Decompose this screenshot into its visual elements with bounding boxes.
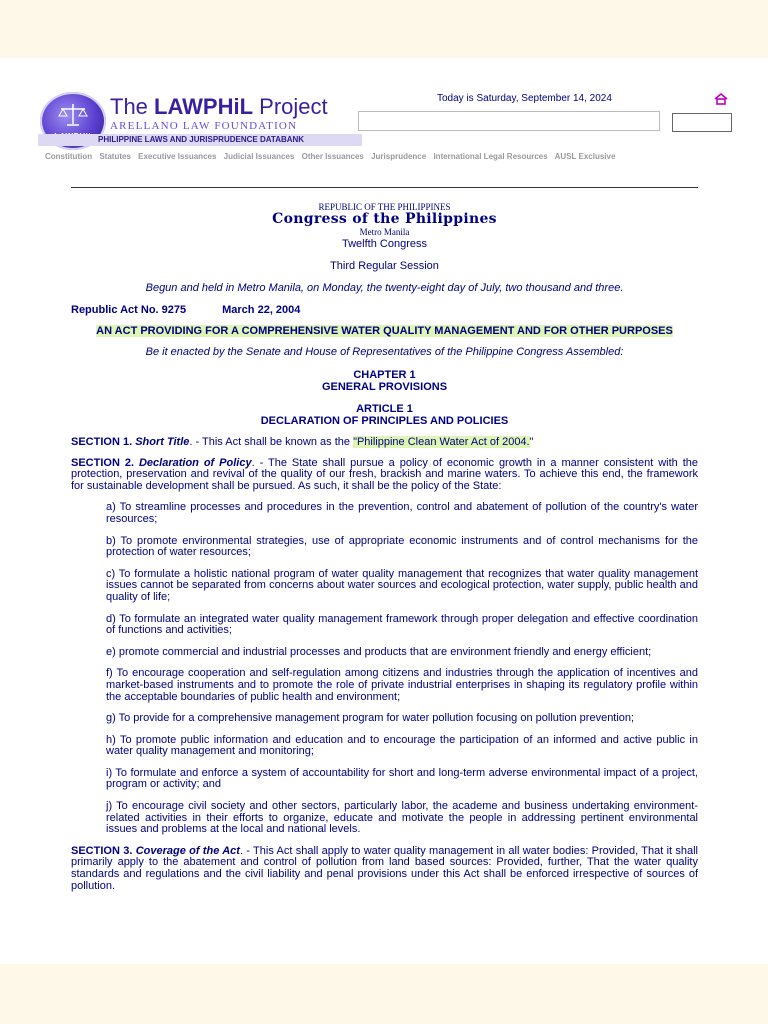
nav-statutes[interactable]: Statutes — [99, 152, 131, 161]
nav-other-issuances[interactable]: Other Issuances — [301, 152, 364, 161]
lawphil-logo[interactable] — [40, 92, 358, 150]
congress-number: Twelfth Congress — [342, 238, 427, 250]
logo-title: The LAWPHiL Project — [110, 94, 328, 119]
main-nav — [45, 152, 620, 161]
article-title: DECLARATION OF PRINCIPLES AND POLICIES — [260, 415, 509, 427]
nav-international-legal-resources[interactable]: International Legal Resources — [433, 152, 548, 161]
begun-statement: Begun and held in Metro Manila, on Monday, the twenty-eight day of July, two thousand and three. — [145, 282, 624, 294]
policy-item-c: c) To formulate a holistic national program of water quality management that recognizes that water quality management issues cannot be separated from concerns about water sources and ecological protection, water supply, public health and quality of life; — [106, 567, 698, 603]
chapter-heading: CHAPTER 1 — [353, 369, 416, 381]
policy-item-f: f) To encourage cooperation and self-regulation among citizens and industries through the application of incentives and market-based instruments and to promote the role of private industrial enterprises in shaping its regulatory profile within the acceptable boundaries of public health and environment; — [106, 667, 698, 703]
nav-jurisprudence[interactable]: Jurisprudence — [371, 152, 427, 161]
policy-item-h: h) To promote public information and education and to encourage the participation of an informed and active public in water quality management and monitoring; — [106, 733, 698, 758]
act-document — [71, 198, 698, 892]
search-button[interactable] — [672, 113, 732, 132]
act-title: AN ACT PROVIDING FOR A COMPREHENSIVE WATER QUALITY MANAGEMENT AND FOR OTHER PURPOSES — [96, 325, 673, 337]
congress-heading: Congress of the Philippines — [272, 211, 497, 227]
nav-executive-issuances[interactable]: Executive Issuances — [138, 152, 217, 161]
logo-subtitle: ARELLANO LAW FOUNDATION — [110, 120, 298, 132]
enacting-clause: Be it enacted by the Senate and House of Representatives of the Philippine Congress Assembled: — [145, 346, 624, 358]
logo-databank-bar: PHILIPPINE LAWS AND JURISPRUDENCE DATABANK — [38, 134, 362, 146]
nav-ausl-exclusive[interactable]: AUSL Exclusive — [554, 152, 616, 161]
republic-act-date: March 22, 2004 — [222, 304, 301, 316]
policy-item-i: i) To formulate and enforce a system of accountability for short and long-term adverse environmental impact of a project, program or activity; and — [106, 766, 698, 791]
home-icon[interactable] — [714, 93, 728, 105]
republic-heading: REPUBLIC OF THE PHILIPPINES — [318, 202, 451, 212]
section-2: SECTION 2. Declaration of Policy. - The State shall pursue a policy of economic growth in a manner consistent with the protection, preservation and revival of the quality of our fresh, brackish and marine waters. To achieve this end, the framework for sustainable development shall be pursued. As such, it shall be the policy of the State: — [71, 456, 698, 492]
session: Third Regular Session — [330, 260, 439, 272]
today-date: Today is Saturday, September 14, 2024 — [437, 93, 612, 104]
nav-constitution[interactable]: Constitution — [45, 152, 93, 161]
policy-item-a: a) To streamline processes and procedures in the prevention, control and abatement of pollution of the country's water resources; — [106, 501, 698, 525]
nav-judicial-issuances[interactable]: Judicial Issuances — [223, 152, 295, 161]
metro-manila: Metro Manila — [359, 227, 410, 237]
republic-act-number: Republic Act No. 9275 — [71, 304, 187, 316]
search-input[interactable] — [358, 111, 660, 131]
policy-item-d: d) To formulate an integrated water quality management framework through proper delegation and effective coordination of functions and activities; — [106, 612, 698, 637]
divider — [71, 187, 698, 188]
policy-item-j: j) To encourage civil society and other sectors, particularly labor, the academe and business undertaking environment-related activities in their efforts to organize, educate and motivate the people in addressing pertinent environmental issues and problems at the local and national levels. — [106, 800, 698, 836]
policy-item-e: e) promote commercial and industrial processes and products that are environment friendly and energy efficient; — [106, 645, 652, 658]
policy-item-g: g) To provide for a comprehensive management program for water pollution focusing on pollution prevention; — [106, 712, 635, 725]
chapter-title: GENERAL PROVISIONS — [321, 381, 448, 393]
policy-item-b: b) To promote environmental strategies, use of appropriate economic instruments and of control mechanisms for the protection of water resources; — [106, 534, 698, 559]
section-3: SECTION 3. Coverage of the Act. - This Act shall apply to water quality management in all water bodies: Provided, That it shall primarily apply to the abatement and control of pollution from land based sources: Provided, further, That the water quality standards and regulations and the civil liability and penal provisions under this Act shall be enforced irrespective of sources of pollution. — [71, 844, 698, 892]
section-1: SECTION 1. Short Title. - This Act shall be known as the "Philippine Clean Water Act of 2004." — [71, 436, 534, 448]
article-heading: ARTICLE 1 — [356, 403, 413, 415]
republic-act-line — [71, 304, 698, 316]
page — [0, 58, 768, 964]
